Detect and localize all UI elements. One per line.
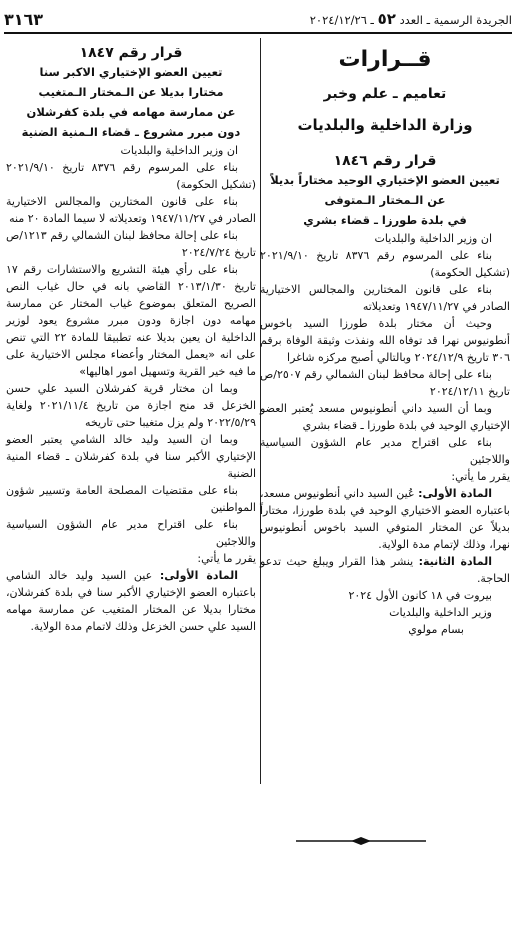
- issue-number: ٥٢: [377, 10, 396, 28]
- page-header: [4, 6, 512, 34]
- gazette-name: الجريدة الرسمية ـ العدد: [399, 13, 512, 27]
- article-label: المادة الثانية:: [418, 555, 492, 568]
- article-1: [260, 485, 510, 553]
- decides-heading: يقرر ما يأتي:: [197, 552, 256, 565]
- article-text: ينشر هذا القرار ويبلغ حيث تدعو الحاجة.: [260, 555, 510, 585]
- preamble-paragraph: بناء على اقتراح مدير عام الشؤون السياسية واللاجئين: [6, 518, 256, 548]
- preamble-paragraph: بناء على إحالة محافظ لبنان الشمالي رقم ٢٥٠٧/ص تاريخ ٢٠٢٤/١٢/١١: [260, 368, 510, 398]
- preamble-paragraph: بناء على إحالة محافظ لبنان الشمالي رقم ١٢١٣/ص تاريخ ٢٠٢٤/٧/٢٤: [6, 229, 256, 259]
- article-text: عين السيد وليد خالد الشامي باعتباره العضو الإختياري الأكبر سنا في بلدة كفرشلان، مختارا بديلا عن المختار المتغيب عن ممارسة مهامه السيد علي حسن الخزعل وذلك لاتمام مدة الولاية.: [6, 569, 256, 633]
- decision-title: قرار رقم ١٨٤٧: [79, 45, 183, 61]
- ministry-title: وزارة الداخلية والبلديات: [297, 116, 473, 134]
- preamble-paragraph: بناء على قانون المختارين والمجالس الاختيارية الصادر في ١٩٤٧/١١/٢٧ وتعديلاته: [260, 283, 510, 313]
- preamble-paragraph: ان وزير الداخلية والبلديات: [374, 232, 492, 245]
- preamble-paragraph: بناء على رأي هيئة التشريع والاستشارات رقم ١٧ تاريخ ٢٠١٣/١/٣٠ القاضي بانه في حال غياب النص الصريح المتعلق بموضوع غياب المختار عن ممارسة مهامه دون اجازة ودون مبرر مشروع يعود لوزير الداخلية ان يعين بديلا عنه تطبيقا للمادة ٢٢ التي تنص على انه «يعمل المختار وأعضاء مجلس الاختيارية على ما فيه خير القرية وتسهيل امور اهاليها»: [6, 263, 256, 378]
- preamble-paragraph: وبما أن السيد داني أنطونيوس مسعد يُعتبر العضو الإختياري الوحيد في بلدة طورزا ـ قضاء بشري: [260, 402, 510, 432]
- decision-title: قرار رقم ١٨٤٦: [333, 153, 437, 169]
- article-2: [260, 553, 510, 587]
- decision-subtitle-line: عن ممارسة مهامه في بلدة كفرشلان: [26, 105, 236, 119]
- decision-subtitle-line: تعيين العضو الإختياري الاكبر سنا: [39, 65, 223, 79]
- page-number: ٣١٦٣: [4, 9, 44, 29]
- minister-name: بسام مولوي: [408, 623, 464, 636]
- minister-title: وزير الداخلية والبلديات: [389, 606, 492, 619]
- article-label: المادة الأولى:: [418, 487, 492, 500]
- article-text: عُين السيد داني أنطونيوس مسعد، باعتباره العضو الاختياري الوحيد في بلدة طورزا، مختاراً بديلاً عن المختار المتوفي السيد باخوس أنطونيوس نهرا، وذلك لإتمام مدة الولاية.: [260, 487, 510, 551]
- preamble-paragraph: بناء على اقتراح مدير عام الشؤون السياسية واللاجئين: [260, 436, 510, 466]
- decision-subtitle-line: تعيين العضو الإختياري الوحيد مختاراً بديلاً: [270, 173, 500, 187]
- signature-place-date: بيروت في ١٨ كانون الأول ٢٠٢٤: [348, 589, 492, 602]
- preamble-paragraph: بناء على المرسوم رقم ٨٣٧٦ تاريخ ٢٠٢١/٩/١٠ (تشكيل الحكومة): [6, 161, 256, 191]
- left-column: [6, 38, 256, 635]
- section-heading: قــرارات: [338, 47, 432, 72]
- preamble-paragraph: بناء على مقتضيات المصلحة العامة وتسيير شؤون المواطنين: [6, 484, 256, 514]
- issue-date: ـ ٢٠٢٤/١٢/٢٦: [309, 13, 374, 27]
- article-1: [6, 567, 256, 635]
- preamble-paragraph: بناء على المرسوم رقم ٨٣٧٦ تاريخ ٢٠٢١/٩/١٠ (تشكيل الحكومة): [260, 249, 510, 279]
- right-column: [260, 38, 510, 638]
- preamble-paragraph: وبما ان السيد وليد خالد الشامي يعتبر العضو الإختياري الأكبر سنا في بلدة كفرشلان ـ قضاء المنية الضنية: [6, 433, 256, 480]
- preamble-paragraph: وبما ان مختار قرية كفرشلان السيد علي حسن الخزعل قد منح اجازة من تاريخ ٢٠٢١/١١/٤ ولغاية ٢٠٢٢/٥/٢٩ ولم يزل متغيبا حتى تاريخه: [6, 382, 256, 429]
- decision-subtitle-line: عن الـمختار الـمتوفى: [324, 193, 446, 207]
- decision-subtitle-line: مختارا بديلا عن الـمختار الـمتغيب: [38, 85, 224, 99]
- gazette-issue-info: [310, 10, 512, 28]
- preamble-paragraph: بناء على قانون المختارين والمجالس الاختيارية الصادر في ١٩٤٧/١١/٢٧ وتعديلاته لا سيما المادة ٢٠ منه: [6, 195, 256, 225]
- decision-subtitle-line: في بلدة طورزا ـ قضاء بشري: [303, 213, 467, 227]
- article-label: المادة الأولى:: [159, 569, 238, 582]
- preamble-paragraph: ان وزير الداخلية والبلديات: [120, 144, 238, 157]
- preamble-paragraph: وحيث أن مختار بلدة طورزا السيد باخوس أنطونيوس نهرا قد توفاه الله ونفذت وثيقة الوفاة برقم ٣٠٦ تاريخ ٢٠٢٤/١٢/٩ وبالتالي أصبح مركزه شاغرا: [260, 317, 510, 364]
- decision-subtitle-line: دون مبرر مشروع ـ قضاء الـمنية الضنية: [21, 125, 241, 139]
- decides-heading: يقرر ما يأتي:: [451, 470, 510, 483]
- end-ornament-rule: [296, 836, 426, 846]
- section-subheading: تعاميم ـ علم وخبر: [323, 86, 447, 102]
